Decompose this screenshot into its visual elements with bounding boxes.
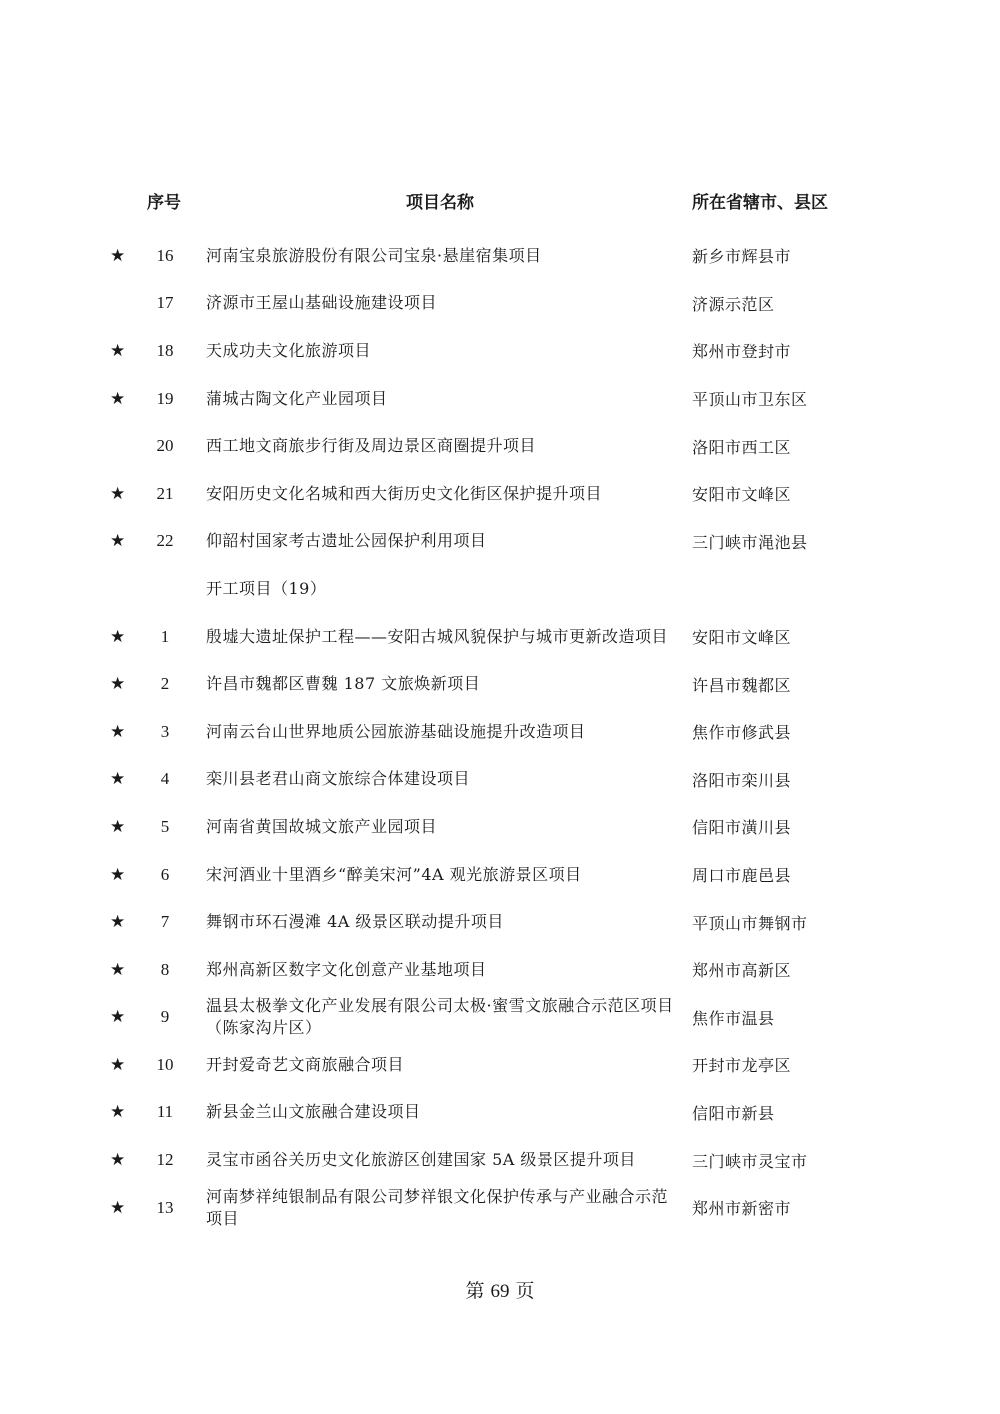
- table-row: [0, 613, 1000, 661]
- row-region: 三门峡市渑池县: [692, 532, 808, 552]
- row-project-name: 新县金兰山文旅融合建设项目: [206, 1102, 421, 1122]
- table-row: [0, 232, 1000, 280]
- row-seq: 12: [156, 1150, 174, 1170]
- page-suffix: 页: [515, 1281, 535, 1302]
- row-project-name: 开封爱奇艺文商旅融合项目: [206, 1054, 405, 1074]
- star-icon: ★: [110, 1007, 126, 1028]
- table-row: [0, 470, 1000, 518]
- row-seq: 6: [160, 864, 170, 884]
- row-seq: 20: [156, 436, 174, 456]
- row-seq: 16: [156, 245, 174, 265]
- row-region: 新乡市辉县市: [692, 247, 792, 267]
- star-icon: ★: [110, 959, 126, 980]
- table-row: [0, 660, 1000, 708]
- table-row: [0, 375, 1000, 423]
- star-icon: ★: [110, 721, 126, 742]
- row-project-name: 天成功夫文化旅游项目: [206, 340, 372, 360]
- row-region: 开封市龙亭区: [692, 1056, 792, 1076]
- row-region: 洛阳市西工区: [692, 437, 792, 457]
- row-project-name: 灵宝市函谷关历史文化旅游区创建国家 5A 级景区提升项目: [206, 1150, 636, 1170]
- row-project-name: 河南梦祥纯银制品有限公司梦祥银文化保护传承与产业融合示范项目: [206, 1186, 669, 1228]
- row-project-name: 栾川县老君山商文旅综合体建设项目: [206, 769, 471, 789]
- row-region: 信阳市新县: [692, 1103, 775, 1123]
- row-seq: [140, 565, 190, 613]
- star-icon: ★: [110, 1102, 126, 1123]
- star-icon: ★: [110, 1197, 126, 1218]
- row-region: 焦作市修武县: [692, 723, 792, 743]
- row-seq: 22: [156, 531, 174, 551]
- row-project-name: 许昌市魏都区曹魏 187 文旅焕新项目: [206, 674, 481, 694]
- row-project-name: 河南省黄国故城文旅产业园项目: [206, 816, 438, 836]
- row-seq: 13: [156, 1197, 174, 1217]
- row-region: 郑州市新密市: [692, 1199, 792, 1219]
- row-seq: 18: [156, 340, 174, 360]
- row-project-name: 蒲城古陶文化产业园项目: [206, 388, 388, 408]
- row-seq: 2: [160, 674, 170, 694]
- table-row: [0, 994, 1000, 1042]
- row-region: 洛阳市栾川县: [692, 770, 792, 790]
- table-header: [0, 188, 1000, 218]
- row-region: 郑州市登封市: [692, 342, 792, 362]
- row-seq: 11: [156, 1102, 174, 1122]
- row-region: 郑州市高新区: [692, 961, 792, 981]
- star-icon: ★: [110, 864, 126, 885]
- table-row: [0, 946, 1000, 994]
- row-seq: 5: [160, 816, 170, 836]
- table-row: [0, 518, 1000, 566]
- table-row: [0, 1136, 1000, 1184]
- row-project-name: 西工地文商旅步行街及周边景区商圈提升项目: [206, 436, 537, 456]
- table-row: [0, 803, 1000, 851]
- page-prefix: 第: [465, 1281, 485, 1302]
- row-seq: 17: [156, 293, 174, 313]
- table-row: [0, 708, 1000, 756]
- row-region: 许昌市魏都区: [692, 675, 792, 695]
- row-project-name: 郑州高新区数字文化创意产业基地项目: [206, 959, 487, 979]
- star-icon: ★: [110, 769, 126, 790]
- header-seq: 序号: [147, 193, 181, 213]
- section-title: 开工项目（19）: [206, 578, 327, 598]
- row-region: 信阳市潢川县: [692, 818, 792, 838]
- star-icon: ★: [110, 816, 126, 837]
- row-project-name: 殷墟大遗址保护工程——安阳古城风貌保护与城市更新改造项目: [206, 626, 669, 646]
- row-project-name: 宋河酒业十里酒乡“醉美宋河”4A 观光旅游景区项目: [206, 864, 582, 884]
- row-region: [692, 565, 892, 613]
- row-seq: 3: [160, 721, 170, 741]
- table-row: [0, 327, 1000, 375]
- table-row: [0, 756, 1000, 804]
- table-row: [0, 851, 1000, 899]
- row-region: 平顶山市舞钢市: [692, 913, 808, 933]
- row-project-name: 河南宝泉旅游股份有限公司宝泉·悬崖宿集项目: [206, 245, 542, 265]
- star-icon: ★: [110, 912, 126, 933]
- page-footer: [0, 1276, 1000, 1303]
- row-region: 三门峡市灵宝市: [692, 1151, 808, 1171]
- project-table: [0, 232, 1000, 1231]
- table-row: [0, 1041, 1000, 1089]
- page-number: 69: [490, 1281, 510, 1302]
- header-region: 所在省辖市、县区: [692, 193, 828, 213]
- row-seq: 9: [160, 1007, 170, 1027]
- row-project-name: 舞钢市环石漫滩 4A 级景区联动提升项目: [206, 912, 504, 932]
- star-icon: ★: [110, 674, 126, 695]
- row-seq: 1: [160, 626, 170, 646]
- row-project-name: 济源市王屋山基础设施建设项目: [206, 293, 438, 313]
- table-row: [0, 898, 1000, 946]
- row-region: 安阳市文峰区: [692, 485, 792, 505]
- star-icon: ★: [110, 483, 126, 504]
- star-icon: ★: [110, 1150, 126, 1171]
- table-row: [0, 422, 1000, 470]
- star-icon: ★: [110, 340, 126, 361]
- row-seq: 7: [160, 912, 170, 932]
- star-icon: ★: [110, 531, 126, 552]
- section-row: [0, 565, 1000, 613]
- table-row: [0, 1184, 1000, 1232]
- row-project-name: 仰韶村国家考古遗址公园保护利用项目: [206, 531, 487, 551]
- row-project-name: 温县太极拳文化产业发展有限公司太极·蜜雪文旅融合示范区项目（陈家沟片区）: [206, 996, 674, 1038]
- row-region: 济源示范区: [692, 294, 775, 314]
- row-seq: 19: [156, 388, 174, 408]
- star-icon: ★: [110, 245, 126, 266]
- row-region: 安阳市文峰区: [692, 628, 792, 648]
- row-seq: 10: [156, 1054, 174, 1074]
- row-seq: 4: [160, 769, 170, 789]
- row-region: 焦作市温县: [692, 1008, 775, 1028]
- table-row: [0, 1089, 1000, 1137]
- row-project-name: 安阳历史文化名城和西大街历史文化街区保护提升项目: [206, 483, 603, 503]
- row-seq: 8: [160, 959, 170, 979]
- row-seq: 21: [156, 483, 174, 503]
- table-row: [0, 280, 1000, 328]
- star-icon: ★: [110, 388, 126, 409]
- row-region: 平顶山市卫东区: [692, 390, 808, 410]
- header-name: 项目名称: [406, 193, 474, 213]
- star-icon: ★: [110, 626, 126, 647]
- row-region: 周口市鹿邑县: [692, 866, 792, 886]
- star-icon: ★: [110, 1054, 126, 1075]
- row-project-name: 河南云台山世界地质公园旅游基础设施提升改造项目: [206, 721, 586, 741]
